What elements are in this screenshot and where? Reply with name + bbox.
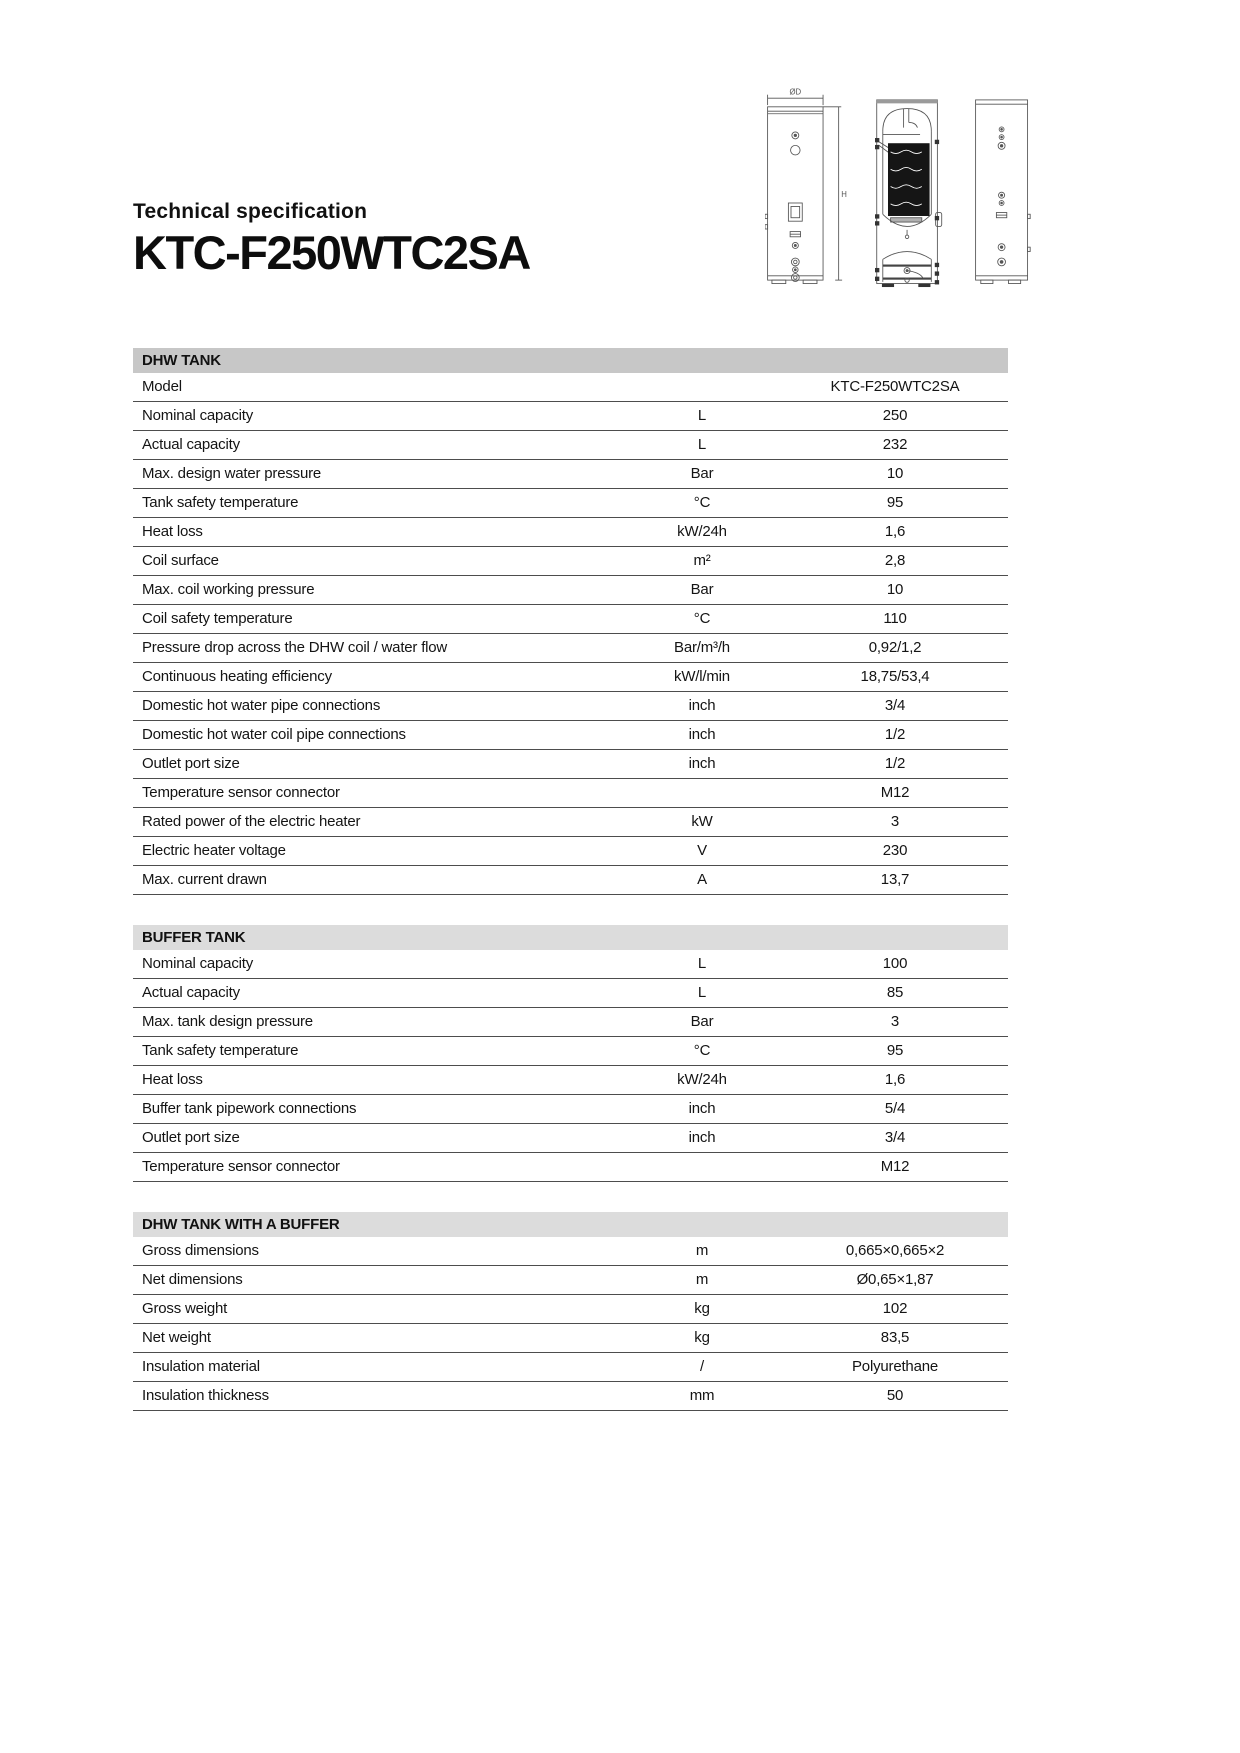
spec-label: Buffer tank pipework connections bbox=[142, 1100, 357, 1117]
spec-row bbox=[133, 1153, 1008, 1182]
spec-label: Domestic hot water pipe connections bbox=[142, 697, 381, 714]
spec-unit: m² bbox=[693, 552, 711, 569]
spec-row bbox=[133, 634, 1008, 663]
tank-technical-drawings bbox=[765, 70, 1035, 315]
spec-unit bbox=[622, 1153, 782, 1181]
spec-value: KTC-F250WTC2SA bbox=[830, 378, 960, 395]
spec-label: Heat loss bbox=[142, 523, 203, 540]
spec-row bbox=[133, 605, 1008, 634]
spec-value: 1,6 bbox=[884, 1071, 906, 1088]
spec-row bbox=[133, 1266, 1008, 1295]
spec-unit: A bbox=[697, 871, 707, 888]
tank-side-view-drawing bbox=[973, 70, 1035, 310]
document-subtitle: Technical specification bbox=[133, 200, 368, 223]
spec-unit: kW/24h bbox=[677, 523, 727, 540]
spec-value: M12 bbox=[880, 784, 910, 801]
spec-row bbox=[133, 1237, 1008, 1266]
spec-label: Heat loss bbox=[142, 1071, 203, 1088]
spec-label: Coil safety temperature bbox=[142, 610, 293, 627]
spec-label: Outlet port size bbox=[142, 755, 240, 772]
section-header: DHW TANK WITH A BUFFER bbox=[133, 1212, 1008, 1237]
spec-unit: inch bbox=[688, 697, 716, 714]
spec-label: Actual capacity bbox=[142, 436, 240, 453]
spec-unit: L bbox=[697, 984, 707, 1001]
spec-unit: kW bbox=[691, 813, 713, 830]
spec-unit bbox=[622, 373, 782, 401]
height-dim-label: H bbox=[841, 189, 847, 199]
spec-value: 232 bbox=[882, 436, 908, 453]
spec-label: Model bbox=[142, 378, 182, 395]
tank-front-view-drawing bbox=[765, 70, 847, 310]
spec-unit: Bar bbox=[690, 1013, 714, 1030]
spec-value: 50 bbox=[886, 1387, 904, 1404]
section-header: BUFFER TANK bbox=[133, 925, 1008, 950]
spec-value: 10 bbox=[886, 581, 904, 598]
spec-value: 95 bbox=[886, 1042, 904, 1059]
spec-section bbox=[133, 1212, 1008, 1411]
spec-row bbox=[133, 1124, 1008, 1153]
spec-unit: °C bbox=[693, 494, 711, 511]
spec-label: Gross dimensions bbox=[142, 1242, 259, 1259]
spec-value: 0,665×0,665×2 bbox=[845, 1242, 945, 1259]
title-block bbox=[133, 200, 530, 280]
spec-unit: kW/l/min bbox=[674, 668, 730, 685]
tank-section-view-drawing bbox=[875, 70, 944, 310]
spec-value: Polyurethane bbox=[852, 1358, 938, 1375]
spec-row bbox=[133, 373, 1008, 402]
spec-row bbox=[133, 979, 1008, 1008]
spec-tables bbox=[133, 348, 1008, 1441]
spec-section bbox=[133, 348, 1008, 895]
spec-label: Actual capacity bbox=[142, 984, 240, 1001]
spec-label: Outlet port size bbox=[142, 1129, 240, 1146]
spec-label: Rated power of the electric heater bbox=[142, 813, 361, 830]
spec-unit: L bbox=[697, 955, 707, 972]
spec-row bbox=[133, 489, 1008, 518]
spec-value: Ø0,65×1,87 bbox=[856, 1271, 934, 1288]
spec-value: 3/4 bbox=[884, 697, 906, 714]
spec-label: Pressure drop across the DHW coil / water flow bbox=[142, 639, 448, 656]
spec-label: Net dimensions bbox=[142, 1271, 243, 1288]
spec-row bbox=[133, 721, 1008, 750]
spec-unit: L bbox=[697, 436, 707, 453]
spec-section bbox=[133, 925, 1008, 1182]
spec-label: Gross weight bbox=[142, 1300, 228, 1317]
spec-row bbox=[133, 431, 1008, 460]
spec-row bbox=[133, 518, 1008, 547]
spec-row bbox=[133, 1382, 1008, 1411]
spec-value: 13,7 bbox=[880, 871, 910, 888]
spec-label: Electric heater voltage bbox=[142, 842, 286, 859]
spec-label: Insulation thickness bbox=[142, 1387, 269, 1404]
spec-unit: inch bbox=[688, 1129, 716, 1146]
spec-row bbox=[133, 750, 1008, 779]
spec-label: Max. design water pressure bbox=[142, 465, 322, 482]
spec-row bbox=[133, 779, 1008, 808]
spec-row bbox=[133, 402, 1008, 431]
spec-label: Tank safety temperature bbox=[142, 494, 299, 511]
spec-value: 5/4 bbox=[884, 1100, 906, 1117]
spec-row bbox=[133, 950, 1008, 979]
spec-label: Net weight bbox=[142, 1329, 211, 1346]
spec-row bbox=[133, 663, 1008, 692]
spec-row bbox=[133, 1353, 1008, 1382]
spec-label: Temperature sensor connector bbox=[142, 784, 340, 801]
spec-row bbox=[133, 692, 1008, 721]
spec-value: 83,5 bbox=[880, 1329, 910, 1346]
page-title: KTC-F250WTC2SA bbox=[133, 226, 530, 279]
spec-unit: Bar bbox=[690, 581, 714, 598]
spec-value: 102 bbox=[882, 1300, 908, 1317]
spec-value: 2,8 bbox=[884, 552, 906, 569]
spec-row bbox=[133, 1008, 1008, 1037]
spec-unit: °C bbox=[693, 1042, 711, 1059]
spec-label: Coil surface bbox=[142, 552, 219, 569]
spec-unit: kg bbox=[694, 1329, 710, 1346]
spec-value: 10 bbox=[886, 465, 904, 482]
spec-value: 95 bbox=[886, 494, 904, 511]
spec-unit: inch bbox=[688, 755, 716, 772]
spec-unit: kW/24h bbox=[677, 1071, 727, 1088]
spec-value: 230 bbox=[882, 842, 908, 859]
spec-row bbox=[133, 576, 1008, 605]
spec-unit: / bbox=[700, 1358, 704, 1375]
spec-unit: inch bbox=[688, 726, 716, 743]
spec-row bbox=[133, 1295, 1008, 1324]
spec-value: 1/2 bbox=[884, 755, 906, 772]
spec-row bbox=[133, 866, 1008, 895]
spec-label: Insulation material bbox=[142, 1358, 260, 1375]
spec-unit bbox=[622, 779, 782, 807]
spec-value: 3 bbox=[890, 813, 900, 830]
spec-value: 250 bbox=[882, 407, 908, 424]
spec-unit: V bbox=[697, 842, 707, 859]
spec-value: 100 bbox=[882, 955, 908, 972]
spec-label: Nominal capacity bbox=[142, 955, 254, 972]
spec-label: Domestic hot water coil pipe connections bbox=[142, 726, 406, 743]
spec-value: 3/4 bbox=[884, 1129, 906, 1146]
spec-label: Temperature sensor connector bbox=[142, 1158, 340, 1175]
spec-value: 1,6 bbox=[884, 523, 906, 540]
spec-label: Max. coil working pressure bbox=[142, 581, 315, 598]
spec-row bbox=[133, 808, 1008, 837]
spec-row bbox=[133, 1324, 1008, 1353]
diameter-dim-label: ØD bbox=[789, 87, 802, 97]
section-header: DHW TANK bbox=[133, 348, 1008, 373]
spec-value: 3 bbox=[890, 1013, 900, 1030]
spec-unit: Bar bbox=[690, 465, 714, 482]
spec-unit: L bbox=[697, 407, 707, 424]
spec-label: Max. current drawn bbox=[142, 871, 267, 888]
spec-value: 85 bbox=[886, 984, 904, 1001]
spec-unit: kg bbox=[694, 1300, 710, 1317]
spec-row bbox=[133, 460, 1008, 489]
spec-value: 0,92/1,2 bbox=[868, 639, 922, 656]
spec-row bbox=[133, 1095, 1008, 1124]
spec-unit: inch bbox=[688, 1100, 716, 1117]
spec-row bbox=[133, 1037, 1008, 1066]
spec-value: 110 bbox=[883, 610, 907, 627]
spec-value: 18,75/53,4 bbox=[860, 668, 930, 685]
spec-value: M12 bbox=[880, 1158, 910, 1175]
spec-unit: Bar/m³/h bbox=[674, 639, 730, 656]
spec-label: Nominal capacity bbox=[142, 407, 254, 424]
spec-unit: °C bbox=[693, 610, 711, 627]
spec-row bbox=[133, 1066, 1008, 1095]
spec-unit: mm bbox=[689, 1387, 715, 1404]
spec-row bbox=[133, 547, 1008, 576]
spec-unit: m bbox=[695, 1271, 709, 1288]
spec-label: Continuous heating efficiency bbox=[142, 668, 332, 685]
spec-label: Tank safety temperature bbox=[142, 1042, 299, 1059]
spec-label: Max. tank design pressure bbox=[142, 1013, 313, 1030]
spec-unit: m bbox=[695, 1242, 709, 1259]
spec-value: 1/2 bbox=[884, 726, 906, 743]
spec-row bbox=[133, 837, 1008, 866]
